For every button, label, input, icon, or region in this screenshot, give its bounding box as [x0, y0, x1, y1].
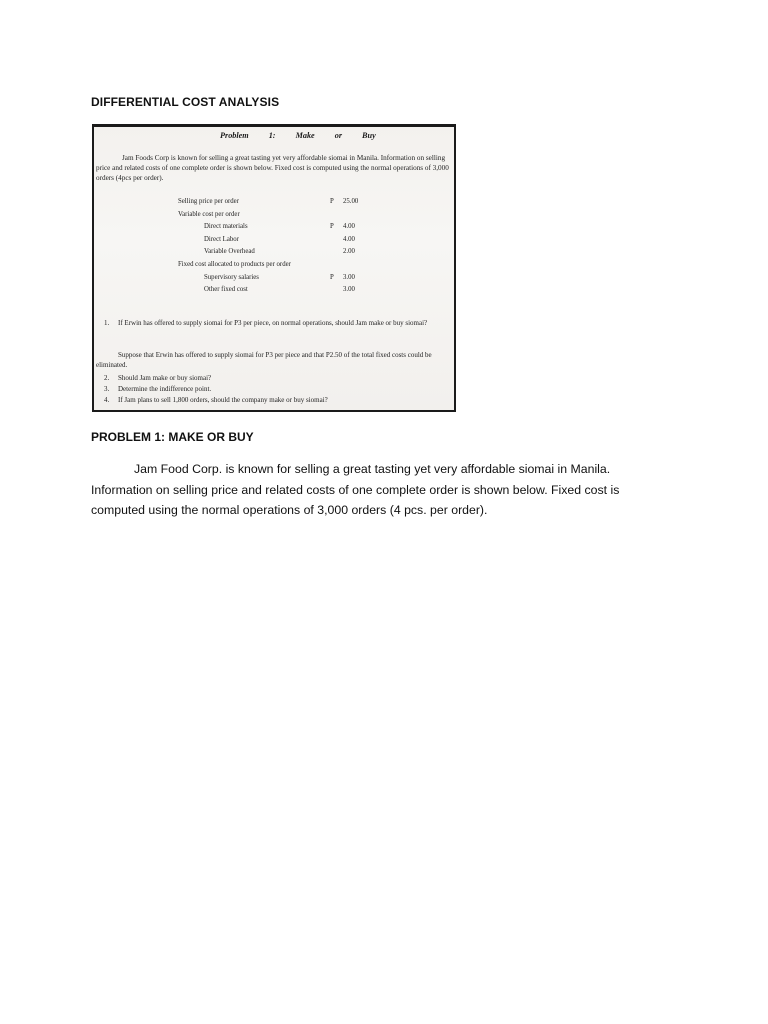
question-number: 3.	[104, 385, 110, 393]
cost-value: 2.00	[343, 248, 355, 256]
question-number: 1.	[104, 319, 110, 327]
cost-label: Direct Labor	[204, 235, 239, 243]
question-1	[104, 319, 450, 329]
cost-value: 3.00	[343, 286, 355, 294]
question-3	[104, 385, 450, 395]
cost-label: Fixed cost allocated to products per order	[178, 260, 291, 268]
scan-title	[220, 131, 376, 140]
cost-row	[178, 274, 368, 287]
cost-row	[178, 248, 368, 261]
cost-row	[178, 198, 368, 211]
cost-row	[178, 223, 368, 236]
cost-label: Direct materials	[204, 223, 248, 231]
cost-value: 4.00	[343, 235, 355, 243]
scanned-problem-image	[92, 124, 456, 412]
cost-value: 4.00	[343, 223, 355, 231]
scan-top-edge	[92, 124, 456, 127]
cost-value: 25.00	[343, 198, 359, 205]
cost-label: Supervisory salaries	[204, 273, 259, 281]
question-text: If Erwin has offered to supply siomai for P3 per piece, on normal operations, should Jam make or buy siomai?	[118, 319, 428, 327]
question-text: Should Jam make or buy siomai?	[118, 374, 212, 382]
question-number: 2.	[104, 374, 110, 382]
question-2	[104, 374, 450, 384]
question-4	[104, 396, 450, 406]
peso-sign: P	[330, 198, 334, 205]
cost-label: Other fixed cost	[204, 286, 248, 294]
question-number: 4.	[104, 396, 110, 404]
cost-row	[178, 286, 368, 299]
question-text: If Jam plans to sell 1,800 orders, should the company make or buy siomai?	[118, 396, 328, 404]
cost-label: Variable Overhead	[204, 248, 255, 256]
suppose-paragraph: Suppose that Erwin has offered to supply siomai for P3 per piece and that P2.50 of the total fixed costs could be eliminated.	[96, 351, 432, 369]
peso-sign: P	[330, 223, 334, 231]
scan-title-problem: Problem 1:	[220, 131, 276, 140]
page-heading: DIFFERENTIAL COST ANALYSIS	[91, 95, 280, 109]
section-heading: PROBLEM 1: MAKE OR BUY	[91, 430, 254, 444]
cost-label: Selling price per order	[178, 198, 239, 205]
scan-intro-paragraph: Jam Foods Corp is known for selling a great tasting yet very affordable siomai in Manila. Information on selling price and related costs of one complete order is shown below. Fixed cost is computed using the normal operations of 3,000 orders (4pcs per order).	[96, 154, 449, 183]
cost-row	[178, 261, 368, 274]
body-paragraph: Jam Food Corp. is known for selling a great tasting yet very affordable siomai in Manila. Information on selling price and related costs of one complete order is shown below. Fixed cost is computed using the normal operations of 3,000 orders (4 pcs. per order).	[91, 462, 620, 517]
cost-label: Variable cost per order	[178, 210, 240, 218]
question-text: Determine the indifference point.	[118, 385, 212, 393]
cost-row	[178, 211, 368, 224]
scan-bottom-edge	[92, 410, 456, 412]
cost-value: 3.00	[343, 273, 355, 281]
cost-table	[178, 198, 368, 299]
scan-title-topic: Make or Buy	[295, 131, 376, 140]
peso-sign: P	[330, 273, 334, 281]
cost-row	[178, 236, 368, 249]
